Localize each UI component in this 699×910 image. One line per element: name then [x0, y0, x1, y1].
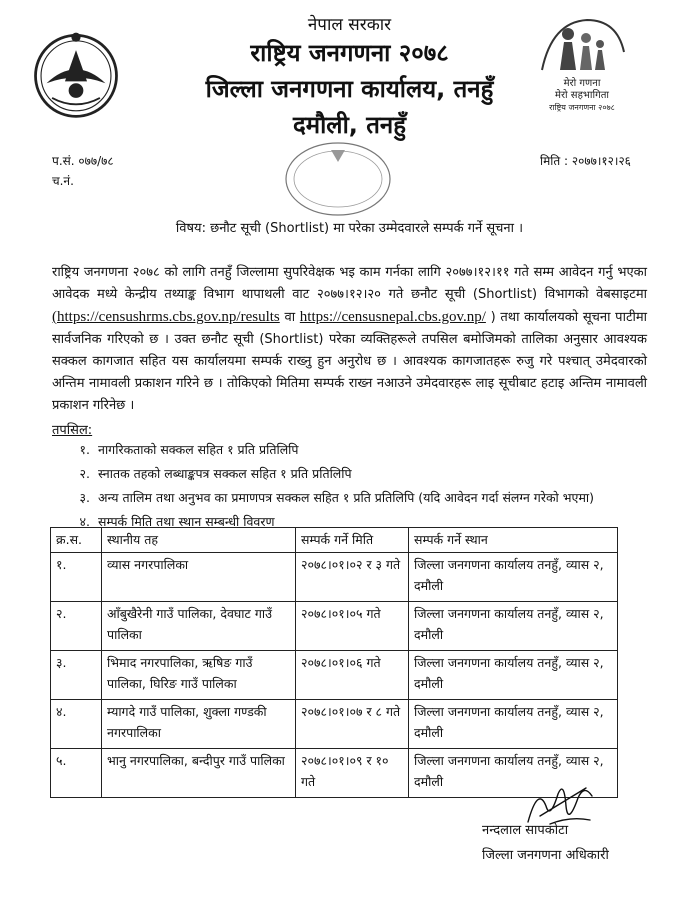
- annex-heading: तपसिल:: [52, 423, 93, 438]
- cell-contact-date: २०७८।०१।०७ र ८ गते: [296, 700, 409, 749]
- cell-local-level: भिमाद नगरपालिका, ऋषिङ गाउँ पालिका, घिरिङ गाउँ पालिका: [102, 651, 296, 700]
- cell-contact-place: जिल्ला जनगणना कार्यालय तनहुँ, व्यास २, दमौली: [409, 700, 618, 749]
- list-item: [52, 438, 652, 462]
- cell-local-level: व्यास नगरपालिका: [102, 553, 296, 602]
- contact-schedule-table: [50, 527, 618, 798]
- cell-contact-place: जिल्ला जनगणना कार्यालय तनहुँ, व्यास २, दमौली: [409, 749, 618, 798]
- table-row: [51, 700, 618, 749]
- signatory-title: जिल्ला जनगणना अधिकारी: [482, 848, 609, 863]
- logo-caption-line1: मेरो गणना: [563, 78, 601, 89]
- office-title-line1: राष्ट्रिय जनगणना २०७८: [250, 39, 449, 67]
- cell-contact-date: २०७८।०१।०५ गते: [296, 602, 409, 651]
- list-item: [52, 486, 652, 510]
- body-text-part3: ) तथा कार्यालयको सूचना पाटीमा सार्वजनिक गरिएको छ । उक्त छनौट सूची (Shortlist) परेका व्यक्तिहरूले तपसिल बमोजिमको तालिका अनुसार आवश्यक सक्कल कागजात सहित यस कार्यालयमा सम्पर्क राख्नु हुन अनुरोध छ । आवश्यक कागजातहरू रुजु गरे पश्चात् उमेदवारको अन्तिम नामावली प्रकाशन गरिने छ । तोकिएको मितिमा सम्पर्क राख्न नआउने उमेदवारहरू लाइ सूचीबाट हटाइ अन्तिम नामावली प्रकाशन गरिनेछ ।: [52, 310, 647, 413]
- table-row: [51, 602, 618, 651]
- list-item-text: नागरिकताको सक्कल सहित १ प्रति प्रतिलिपि: [98, 442, 299, 457]
- cell-contact-date: २०७८।०१।०९ र १० गते: [296, 749, 409, 798]
- office-title-line2: जिल्ला जनगणना कार्यालय, तनहुँ: [205, 75, 494, 103]
- list-item-text: अन्य तालिम तथा अनुभव का प्रमाणपत्र सक्कल सहित १ प्रति प्रतिलिपि (यदि आवेदन गर्दा संलग्न गरेको भएमा): [98, 490, 595, 505]
- required-documents-list: [52, 438, 652, 534]
- government-heading: नेपाल सरकार: [307, 15, 392, 35]
- office-title-line3: दमौली, तनहुँ: [292, 111, 407, 139]
- reference-number: प.सं. ०७७/७८: [52, 154, 114, 168]
- notice-body: [52, 262, 647, 417]
- list-item: [52, 462, 652, 486]
- cell-contact-place: जिल्ला जनगणना कार्यालय तनहुँ, व्यास २, दमौली: [409, 602, 618, 651]
- cell-contact-place: जिल्ला जनगणना कार्यालय तनहुँ, व्यास २, दमौली: [409, 651, 618, 700]
- cell-serial: १.: [51, 553, 102, 602]
- table-row: [51, 553, 618, 602]
- cell-contact-date: २०७८।०१।०२ र ३ गते: [296, 553, 409, 602]
- list-item-text: स्नातक तहको लब्धाङ्कपत्र सक्कल सहित १ प्रति प्रतिलिपि: [98, 466, 352, 481]
- column-header-serial: क्र.स.: [51, 528, 102, 553]
- body-text-part1: राष्ट्रिय जनगणना २०७८ को लागि तनहुँ जिल्लामा सुपरिवेक्षक भइ काम गर्नका लागि २०७७।१२।११ गते सम्म आवेदन गर्नु भएका आवेदक मध्ये केन्द्रीय तथ्याङ्क विभाग थापाथली वाट २०७७।१२।२० गते छनौट सूची (Shortlist) विभागको वेबसाइटमा: [52, 265, 647, 302]
- dispatch-number: च.नं.: [52, 174, 74, 188]
- cell-contact-date: २०७८।०१।०६ गते: [296, 651, 409, 700]
- list-item-number: १.: [79, 442, 90, 457]
- censushrms-link[interactable]: (https://censushrms.cbs.gov.np/results: [52, 309, 280, 325]
- cell-serial: ५.: [51, 749, 102, 798]
- cell-contact-place: जिल्ला जनगणना कार्यालय तनहुँ, व्यास २, दमौली: [409, 553, 618, 602]
- notice-date: मिति : २०७७।१२।२६: [540, 154, 631, 168]
- cell-local-level: भानु नगरपालिका, बन्दीपुर गाउँ पालिका: [102, 749, 296, 798]
- table-header-row: [51, 528, 618, 553]
- list-item-number: २.: [79, 466, 90, 481]
- body-text-part2: वा: [279, 310, 300, 325]
- column-header-contact-date: सम्पर्क गर्ने मिति: [296, 528, 409, 553]
- column-header-local-level: स्थानीय तह: [102, 528, 296, 553]
- list-item-number: ३.: [79, 490, 90, 505]
- cell-serial: २.: [51, 602, 102, 651]
- signatory-name: नन्दलाल सापकोटा: [482, 823, 569, 838]
- logo-caption-line2: मेरो सहभागिता: [554, 90, 610, 101]
- list-item-text: सम्पर्क मिति तथा स्थान सम्बन्धी विवरण: [98, 514, 275, 529]
- cell-local-level: आँबुखैरेनी गाउँ पालिका, देवघाट गाउँ पालिका: [102, 602, 296, 651]
- office-stamp: [283, 140, 393, 218]
- censusnepal-link[interactable]: https://censusnepal.cbs.gov.np/: [299, 309, 486, 325]
- notice-subject: विषय: छनौट सूची (Shortlist) मा परेका उम्मेदवारले सम्पर्क गर्ने सूचना ।: [175, 221, 524, 236]
- logo-caption-line3: राष्ट्रिय जनगणना २०७८: [549, 103, 615, 112]
- table-row: [51, 651, 618, 700]
- list-item-number: ४.: [79, 514, 90, 529]
- cell-serial: ४.: [51, 700, 102, 749]
- cell-serial: ३.: [51, 651, 102, 700]
- cell-local-level: म्यागदे गाउँ पालिका, शुक्ला गण्डकी नगरपालिका: [102, 700, 296, 749]
- column-header-contact-place: सम्पर्क गर्ने स्थान: [409, 528, 618, 553]
